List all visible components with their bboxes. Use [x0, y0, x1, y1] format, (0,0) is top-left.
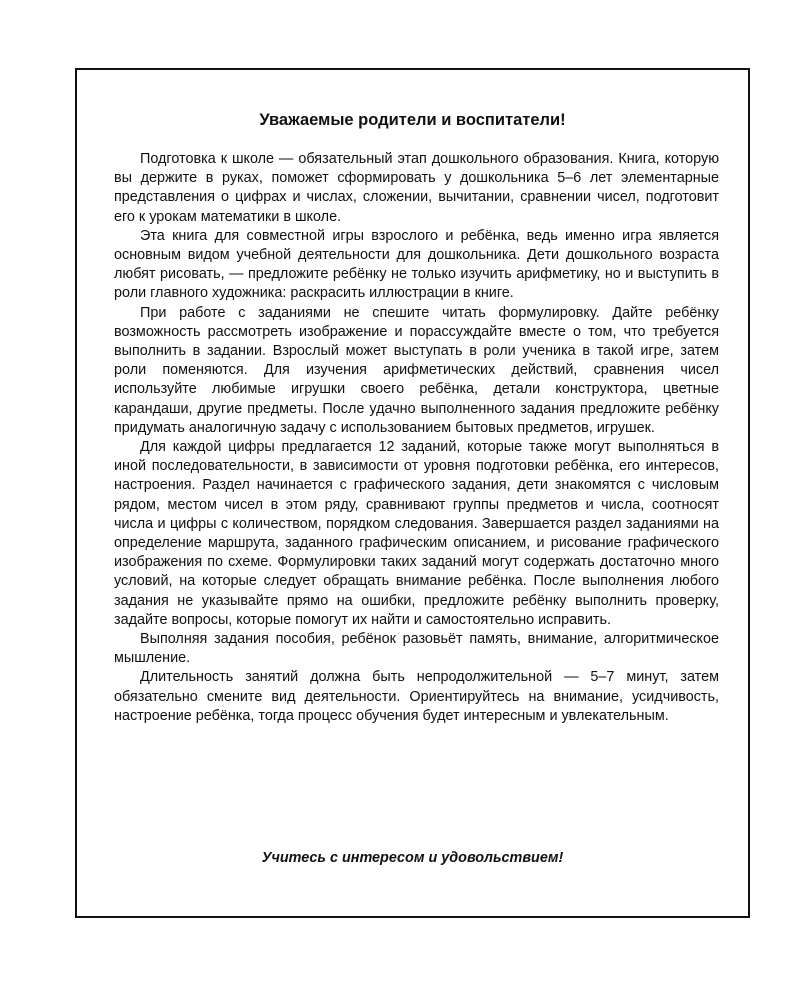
- page-title: Уважаемые родители и воспитатели!: [259, 111, 566, 129]
- page-frame: [75, 68, 750, 918]
- body-text: [114, 150, 719, 726]
- paragraph-6: Длительность занятий должна быть непродолжительной — 5–7 минут, затем обязательно смените вид деятельности. Ориентируйтесь на внимание, усидчивость, настроение ребёнка, тогда процесс обучения будет интересным и увлекательным.: [114, 669, 719, 724]
- paragraph-3: При работе с заданиями не спешите читать формулировку. Дайте ребёнку возможность рассмотреть изображение и порассуждайте вместе о том, что требуется выполнить в задании. Взрослый может выступать в роли ученика в такой игре, затем роли поменяются. Для изучения арифметических действий, сравнения чисел используйте любимые игрушки своего ребёнка, детали конструктора, цветные карандаши, другие предметы. После удачно выполненного задания предложите ребёнку придумать аналогичную задачу с использованием бытовых предметов, игрушек.: [114, 304, 719, 436]
- paragraph-4: Для каждой цифры предлагается 12 заданий, которые также могут выполняться в иной последовательности, в зависимости от уровня подготовки ребёнка, его интересов, настроения. Раздел начинается с графического задания, дети знакомятся с числовым рядом, местом чисел в этом ряду, сравнивают группы предметов и числа, соотносят числа и цифры с количеством, порядком следования. Завершается раздел заданиями на определение маршрута, заданного графическим описанием, и рисование графического изображения по схеме. Формулировки таких заданий могут содержать достаточно много условий, на которые следует обращать внимание ребёнка. После выполнения любого задания не указывайте прямо на ошибки, предложите ребёнку выполнить проверку, задайте вопросы, которые помогут их найти и самостоятельно исправить.: [114, 439, 719, 628]
- paragraph-5: Выполняя задания пособия, ребёнок разовьёт память, внимание, алгоритмическое мышление.: [114, 631, 719, 667]
- closing-line: Учитесь с интересом и удовольствием!: [261, 850, 564, 866]
- paragraph-1: Подготовка к школе — обязательный этап дошкольного образования. Книга, которую вы держите в руках, поможет сформировать у дошкольника 5–6 лет элементарные представления о цифрах и числах, сложении, вычитании, сравнении чисел, подготовит его к урокам математики в школе.: [114, 151, 719, 225]
- paragraph-2: Эта книга для совместной игры взрослого и ребёнка, ведь именно игра является основным видом учебной деятельности для дошкольника. Дети дошкольного возраста любят рисовать, — предложите ребёнку не только изучить арифметику, но и выступить в роли главного художника: раскрасить иллюстрации в книге.: [114, 227, 719, 302]
